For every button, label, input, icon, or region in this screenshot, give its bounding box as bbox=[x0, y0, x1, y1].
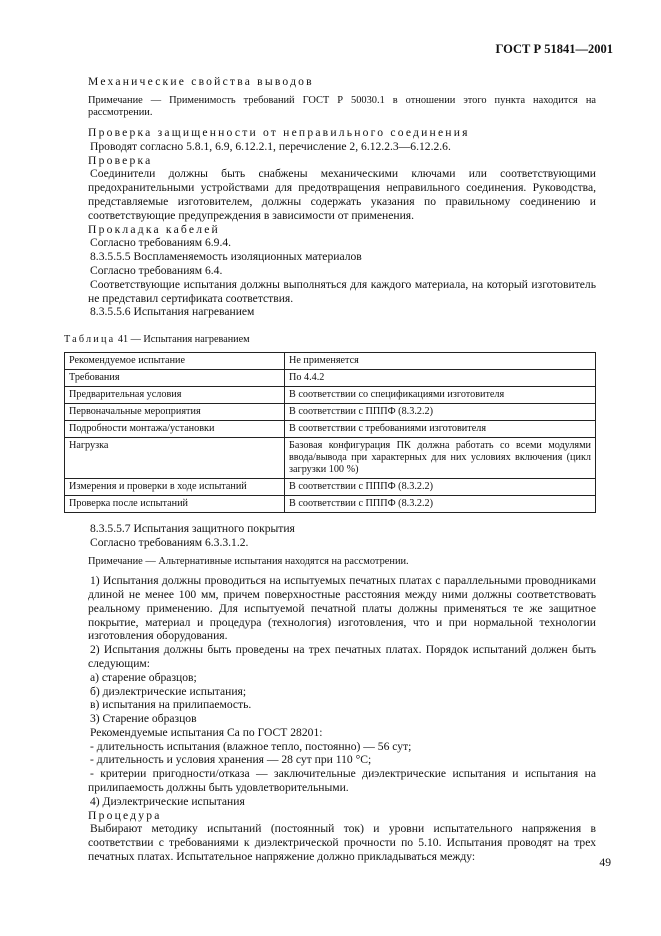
table-cell: Нагрузка bbox=[65, 437, 285, 478]
table-row bbox=[65, 420, 596, 437]
table-cell: В соответствии с ПППФ (8.3.2.2) bbox=[285, 403, 596, 420]
list-item: б) диэлектрические испытания; bbox=[90, 684, 247, 698]
table-row bbox=[65, 369, 596, 386]
list-item: - критерии пригодности/отказа — заключительные диэлектрические испытания и испытания на прилипаемость должны быть удовлетворительными. bbox=[88, 767, 596, 795]
table-row bbox=[65, 495, 596, 512]
table-cell: Первоначальные мероприятия bbox=[65, 403, 285, 420]
paragraph: Соответствующие испытания должны выполняться для каждого материала, на который изготовитель не представил сертификата соответствия. bbox=[88, 277, 596, 305]
table-cell: Подробности монтажа/установки bbox=[65, 420, 285, 437]
paragraph: Проводят согласно 5.8.1, 6.9, 6.12.2.1, перечисление 2, 6.12.2.3—6.12.2.6. bbox=[90, 139, 451, 153]
page-number: 49 bbox=[599, 856, 611, 869]
table-caption-text: 41 — Испытания нагреванием bbox=[117, 334, 250, 346]
paragraph: Выбирают методику испытаний (постоянный ток) и уровни испытательного напряжения в соответствии с требованиями к диэлектрической прочности по 5.10. Испытания проводят на трех печатных платах. Испытательное напряжение должно прикладываться между: bbox=[88, 822, 596, 864]
list-item: - длительность и условия хранения — 28 сут при 110 °С; bbox=[90, 753, 372, 767]
section-heading: Механические свойства выводов bbox=[88, 75, 314, 88]
table-caption bbox=[64, 333, 596, 347]
clause-heading: 8.3.5.5.6 Испытания нагреванием bbox=[90, 305, 255, 319]
paragraph: Рекомендуемые испытания Са по ГОСТ 28201: bbox=[90, 725, 323, 739]
table-row bbox=[65, 478, 596, 495]
subheading: Процедура bbox=[88, 808, 162, 822]
paragraph: 1) Испытания должны проводиться на испытуемых печатных платах с параллельными проводниками длиной не менее 100 мм, причем поверхностные расстояния между ними должны соответствовать реальному применению. Для испытуемой печатной платы должны применяться те же защитное покрытие, материал и процедура (технология) изготовления, что и при нормальной технологии изготовления оборудования. bbox=[88, 574, 596, 643]
subheading: Проверка bbox=[88, 153, 153, 167]
table-row bbox=[65, 437, 596, 478]
list-item: а) старение образцов; bbox=[90, 670, 197, 684]
paragraph: 3) Старение образцов bbox=[90, 712, 197, 726]
list-item: - длительность испытания (влажное тепло, постоянно) — 56 сут; bbox=[90, 739, 412, 753]
list-item: в) испытания на прилипаемость. bbox=[90, 698, 252, 712]
note: Примечание — Альтернативные испытания находятся на рассмотрении. bbox=[88, 555, 409, 567]
paragraph: Соединители должны быть снабжены механическими ключами или соответствующими предохранительными устройствами для предотвращения неправильного соединения. Руководства, представляемые изготовителем, должны содержать указания по правильному соединению и соответствующие предупреждения в зависимости от применения. bbox=[88, 167, 596, 222]
paragraph: 2) Испытания должны быть проведены на трех печатных платах. Порядок испытаний должен быть следующим: bbox=[88, 643, 596, 670]
table-cell: Измерения и проверки в ходе испытаний bbox=[65, 478, 285, 495]
note: Примечание — Применимость требований ГОСТ Р 50030.1 в отношении этого пункта находится на рассмотрении. bbox=[88, 94, 596, 119]
table-cell: Не применяется bbox=[285, 352, 596, 369]
table-cell: Требования bbox=[65, 369, 285, 386]
table-cell: В соответствии с ПППФ (8.3.2.2) bbox=[285, 495, 596, 512]
table-cell: В соответствии с требованиями изготовителя bbox=[285, 420, 596, 437]
table-cell: Проверка после испытаний bbox=[65, 495, 285, 512]
clause-heading: 8.3.5.5.7 Испытания защитного покрытия bbox=[90, 521, 295, 535]
paragraph: Согласно требованиям 6.3.3.1.2. bbox=[90, 535, 249, 549]
clause-heading: 8.3.5.5.5 Воспламеняемость изоляционных материалов bbox=[90, 250, 362, 264]
subheading: Прокладка кабелей bbox=[88, 222, 220, 236]
table-row bbox=[65, 403, 596, 420]
section-heading: Проверка защищенности от неправильного соединения bbox=[88, 125, 470, 139]
table-cell: В соответствии со спецификациями изготовителя bbox=[285, 386, 596, 403]
table-cell: Рекомендуемое испытание bbox=[65, 352, 285, 369]
paragraph: Согласно требованиям 6.4. bbox=[90, 263, 223, 277]
table-row bbox=[65, 386, 596, 403]
heat-test-table bbox=[64, 352, 596, 513]
paragraph: Согласно требованиям 6.9.4. bbox=[90, 236, 232, 250]
table-cell: Базовая конфигурация ПК должна работать со всеми модулями ввода/вывода при характерных для них условиях включения (цикл загрузки 100 %) bbox=[285, 437, 596, 478]
table-cell: В соответствии с ПППФ (8.3.2.2) bbox=[285, 478, 596, 495]
table-caption-label: Таблица bbox=[64, 334, 116, 346]
table-row bbox=[65, 352, 596, 369]
page-header: ГОСТ Р 51841—2001 bbox=[495, 42, 613, 56]
paragraph: 4) Диэлектрические испытания bbox=[90, 794, 245, 808]
table-cell: По 4.4.2 bbox=[285, 369, 596, 386]
table-cell: Предварительная условия bbox=[65, 386, 285, 403]
document-body bbox=[64, 75, 596, 864]
